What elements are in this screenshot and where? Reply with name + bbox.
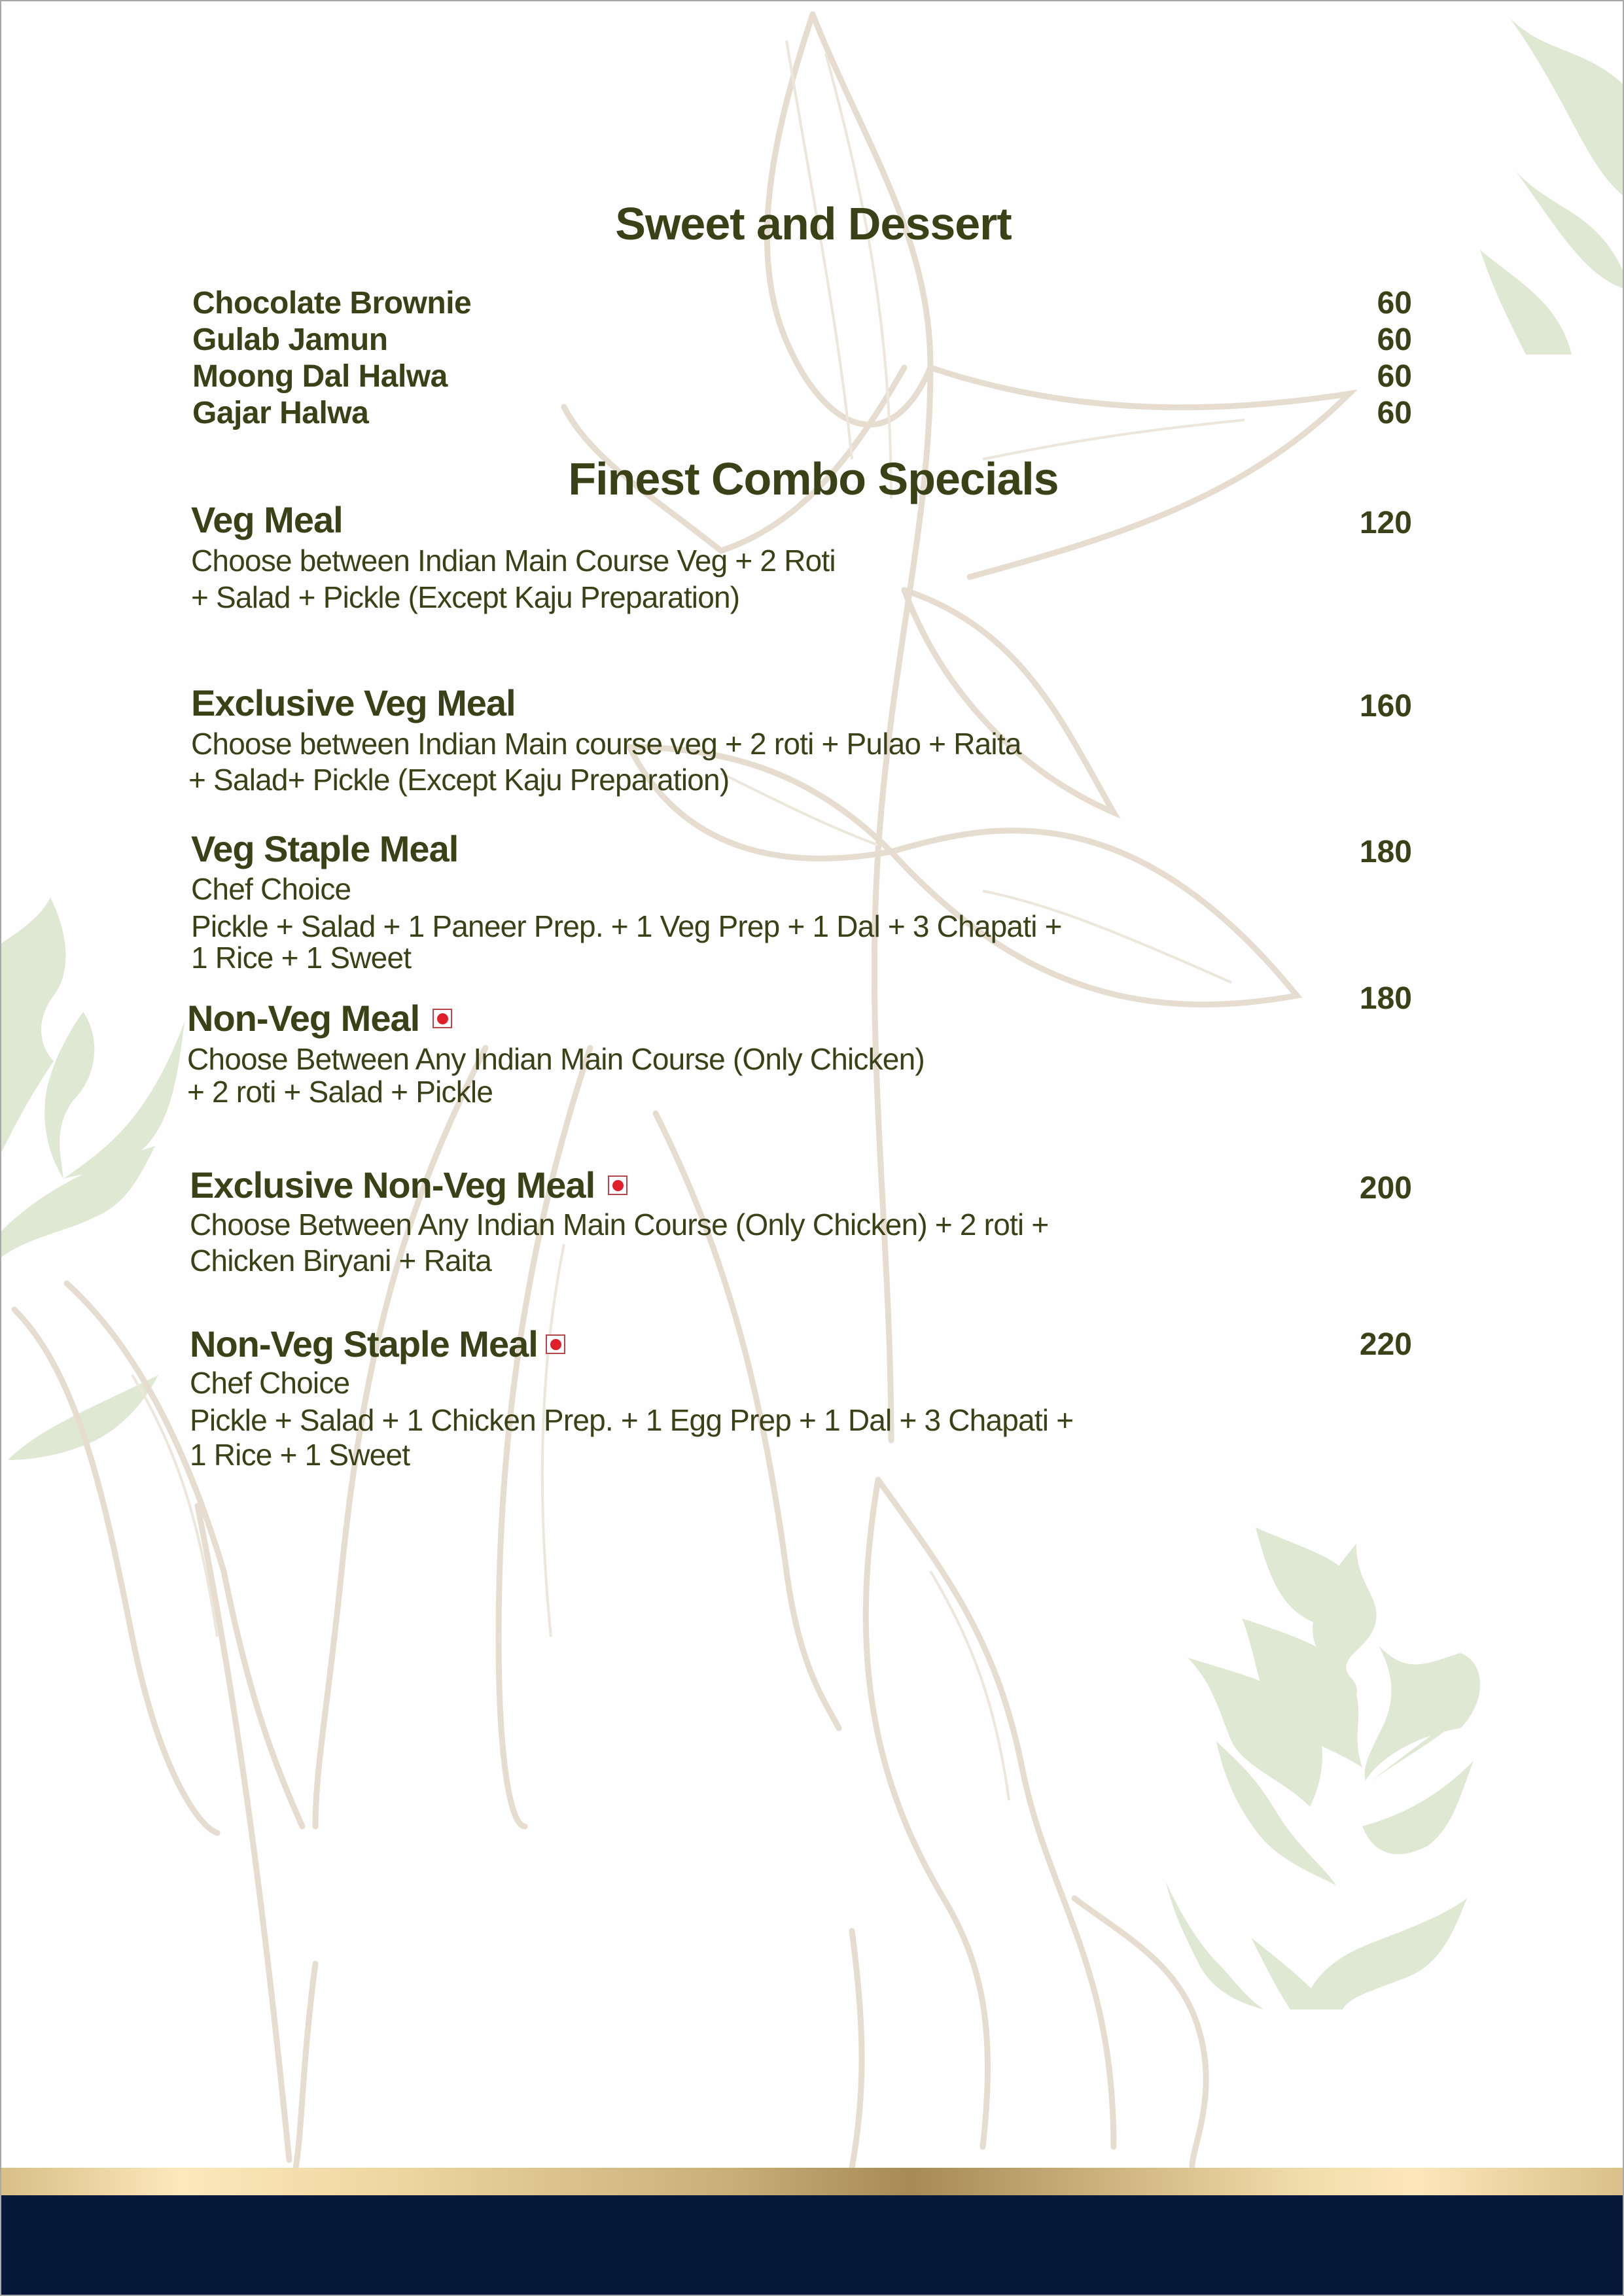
combo-item-description-line: Choose between Indian Main course veg + 2 roti + Pulao + Raita	[191, 727, 1021, 761]
dessert-section-title: Sweet and Dessert	[615, 198, 1012, 249]
combo-item-name	[187, 997, 452, 1039]
combo-item-name-text: Non-Veg Meal	[187, 998, 420, 1039]
combo-item-name-text: Exclusive Veg Meal	[191, 682, 516, 723]
combo-item-description-line: 1 Rice + 1 Sweet	[190, 1438, 410, 1472]
dessert-item-price: 60	[1377, 322, 1412, 357]
combo-item-price: 160	[1359, 689, 1412, 723]
combo-item-price: 200	[1359, 1171, 1412, 1206]
combo-section-title: Finest Combo Specials	[568, 453, 1059, 504]
combo-item-description-line: Pickle + Salad + 1 Paneer Prep. + 1 Veg Prep + 1 Dal + 3 Chapati +	[191, 909, 1062, 943]
dessert-item-name: Chocolate Brownie	[192, 286, 472, 321]
combo-item-description-line: + Salad+ Pickle (Except Kaju Preparation)	[188, 763, 730, 797]
dessert-item-price: 60	[1377, 396, 1412, 430]
combo-item-name-text: Veg Staple Meal	[191, 828, 459, 869]
combo-item-name	[191, 827, 458, 870]
combo-item-name	[190, 1164, 627, 1206]
combo-item-description-line: Choose between Indian Main Course Veg + 2 Roti	[191, 544, 836, 578]
combo-item-price: 120	[1359, 506, 1412, 540]
combo-item-name	[191, 682, 516, 724]
dessert-item-price: 60	[1377, 286, 1412, 321]
nonveg-indicator-icon	[432, 1009, 452, 1028]
combo-item-description-line: Pickle + Salad + 1 Chicken Prep. + 1 Egg Prep + 1 Dal + 3 Chapati +	[190, 1403, 1074, 1437]
combo-item-description-line: Chef Choice	[190, 1366, 350, 1400]
dessert-item-name: Gajar Halwa	[192, 396, 369, 430]
combo-item-description-line: Chef Choice	[191, 872, 351, 906]
navy-footer-band	[1, 2195, 1624, 2296]
nonveg-indicator-icon	[608, 1175, 627, 1195]
dessert-item-price: 60	[1377, 359, 1412, 394]
combo-item-description-line: + 2 roti + Salad + Pickle	[187, 1075, 493, 1109]
gold-divider-band	[1, 2168, 1624, 2195]
combo-item-name-text: Veg Meal	[191, 499, 343, 540]
dessert-item-name: Gulab Jamun	[192, 322, 388, 357]
combo-item-price: 220	[1359, 1327, 1412, 1362]
nonveg-indicator-icon	[546, 1334, 565, 1354]
combo-item-description-line: 1 Rice + 1 Sweet	[191, 941, 412, 975]
combo-item-description-line: Choose Between Any Indian Main Course (Only Chicken)	[187, 1042, 925, 1076]
combo-item-name	[191, 498, 343, 541]
combo-item-description-line: Chicken Biryani + Raita	[190, 1244, 491, 1278]
combo-item-price: 180	[1359, 981, 1412, 1016]
combo-item-description-line: + Salad + Pickle (Except Kaju Preparation)	[191, 580, 740, 614]
dessert-item-name: Moong Dal Halwa	[192, 359, 448, 394]
combo-item-name-text: Exclusive Non-Veg Meal	[190, 1164, 595, 1206]
combo-item-price: 180	[1359, 835, 1412, 869]
combo-item-name	[190, 1323, 565, 1365]
combo-item-description-line: Choose Between Any Indian Main Course (Only Chicken) + 2 roti +	[190, 1208, 1049, 1242]
combo-item-name-text: Non-Veg Staple Meal	[190, 1323, 538, 1365]
